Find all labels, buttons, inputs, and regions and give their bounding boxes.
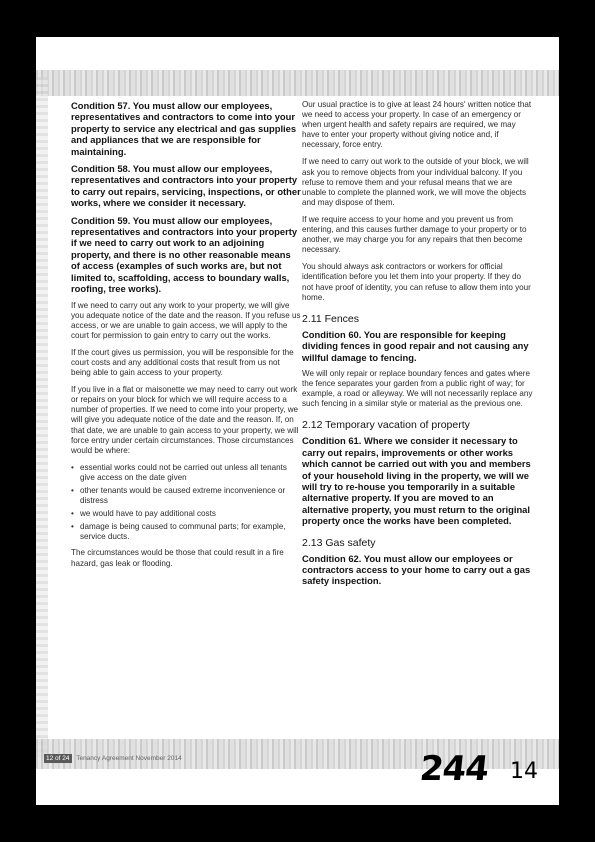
heading-gas-safety: 2.13 Gas safety	[302, 536, 376, 549]
paragraph-flat-access: If you live in a flat or maisonette we may need to carry out work or repairs on your block for which we will require access to a number of properties. If we need to come into your property, we will give you adequate notice of the date and the reason. If, on that date, we are unable to gain access to your property, we will force entry under certain circumstances. Those circumstances would be where:	[71, 385, 299, 455]
paragraph-usual-practice: Our usual practice is to give at least 24 hours' written notice that we need to access your property. In case of an emergency or when urgent health and safety repairs are required, we may have to enter your property without giving notice and, if necessary, force entry.	[302, 100, 532, 150]
paragraph-court-costs: If the court gives us permission, you will be responsible for the court costs and any additional costs that result from us not being able to gain access to your property.	[71, 347, 294, 378]
handwritten-page-number: 14	[510, 759, 538, 784]
right-column	[302, 100, 534, 593]
condition-59: Condition 59. You must allow our employees, representatives and contractors into your property if we need to carry out work to an adjoining property, and there is no other reasonable means of access (examples of such works are, but not limited to, scaffolding, access to boundary walls, roofing, tree works).	[71, 214, 298, 295]
condition-58: Condition 58. You must allow our employees, representatives and contractors into your property to carry out repairs, servicing, inspections, or other works, where we consider it necessary.	[71, 163, 301, 209]
heading-fences: 2.11 Fences	[302, 312, 360, 325]
paragraph-notice: If we need to carry out any work to your property, we will give you adequate notice of the date and the reason. If you refuse us access, or we are unable to gain access, we will apply to the court for permission to gain entry to carry out the works.	[71, 300, 301, 340]
page-number: 12 of 24	[46, 755, 70, 762]
paragraph-prevent-access: If we require access to your home and you prevent us from entering, and this causes further damage to your property or to another, we may charge you for any repairs that then become necessary.	[302, 214, 527, 255]
scan-noise-band-top	[36, 70, 559, 96]
paragraph-identification: You should always ask contractors or workers for official identification before you let them into your property. If they do not have proof of identity, you can refuse to allow them into your home.	[302, 262, 531, 302]
handwritten-number: 244	[417, 749, 491, 789]
list-item: • damage is being caused to communal parts; for example, service ducts.	[71, 522, 301, 542]
document-page	[36, 37, 559, 805]
page-footer	[44, 755, 182, 762]
footer-document-title: Tenancy Agreement November 2014	[76, 755, 182, 762]
paragraph-balcony: If we need to carry out work to the outside of your block, we will ask you to remove objects from your individual balcony. If you refuse to remove them and your refusal means that we are unable to complete the planned work, we will move the objects and may dispose of them.	[302, 157, 529, 207]
left-column	[71, 100, 301, 576]
condition-57: Condition 57. You must allow our employees, representatives and contractors to come into your property to service any electrical and gas supplies and appliances that we are responsible for maintaining.	[71, 100, 297, 157]
condition-61: Condition 61. Where we consider it necessary to carry out repairs, improvements or other works which cannot be carried out with you and members of your household living in the property, we will we will try to re-house you temporarily in a suitable alternative property. If you are moved to an alternative property, you must return to the original property once the works have been completed.	[302, 435, 531, 527]
list-item: • we would have to pay additional costs	[71, 509, 301, 519]
circumstances-list	[71, 463, 301, 543]
heading-temporary-vacation: 2.12 Temporary vacation of property	[302, 419, 470, 432]
paragraph-circumstances: The circumstances would be those that could result in a fire hazard, gas leak or flooding.	[71, 548, 284, 568]
list-item: • essential works could not be carried out unless all tenants give access on the date given	[71, 463, 301, 483]
condition-60: Condition 60. You are responsible for keeping dividing fences in good repair and not causing any willful damage to fencing.	[302, 328, 529, 363]
paragraph-fences: We will only repair or replace boundary fences and gates where the fence separates your garden from a public right of way; for example, a road or alleyway. We will not necessarily replace any such fencing in a similar style or material as the previous one.	[302, 368, 533, 409]
condition-62: Condition 62. You must allow our employees or contractors access to your home to carry out a gas safety inspection.	[302, 552, 531, 587]
list-item: • other tenants would be caused extreme inconvenience or distress	[71, 486, 301, 506]
scan-noise-edge-left	[36, 77, 48, 757]
